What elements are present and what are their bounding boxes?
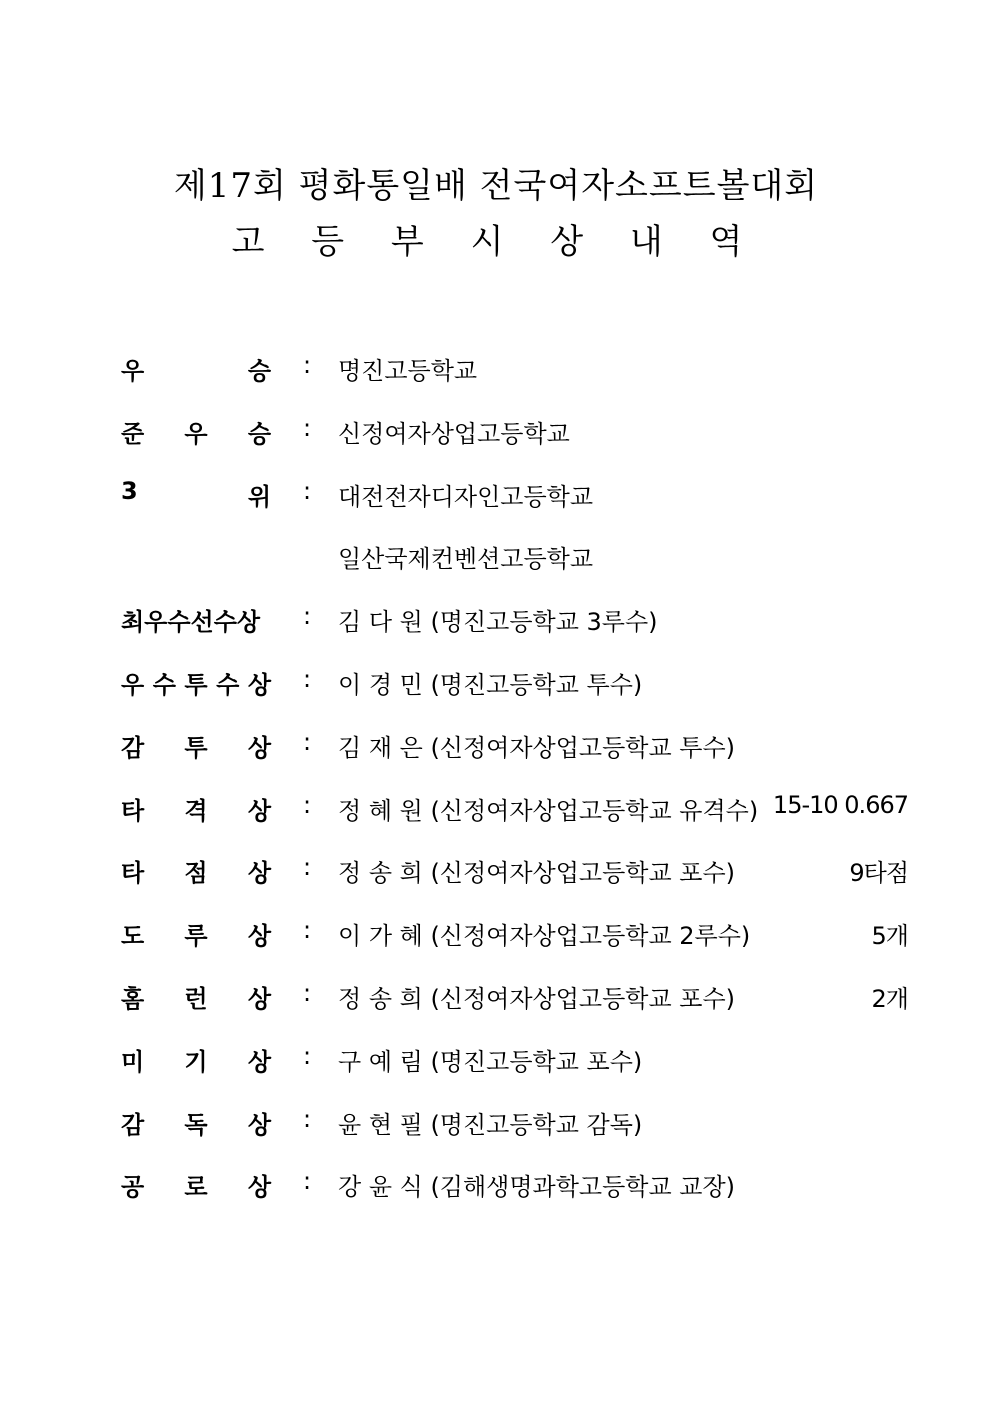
award-row [0, 722, 992, 785]
award-recipient: 구 예 림 (명진고등학교 포수) [338, 1047, 643, 1076]
award-label-char: 상 [247, 1110, 271, 1139]
award-label-char: 수 [152, 670, 176, 699]
award-label-char: 독 [184, 1110, 208, 1139]
award-recipient: 윤 현 필 (명진고등학교 감독) [338, 1110, 643, 1139]
award-row [0, 408, 992, 471]
award-recipient: 이 경 민 (명진고등학교 투수) [338, 670, 643, 699]
award-colon: : [303, 916, 312, 945]
award-colon: : [303, 664, 312, 693]
award-record: 15-10 0.667 [772, 790, 908, 819]
award-label-char: 도 [121, 922, 145, 951]
award-recipient: 정 송 희 (신정여자상업고등학교 포수) [338, 859, 736, 888]
award-label [121, 791, 271, 826]
award-label-char: 우 [121, 357, 145, 385]
award-row [0, 847, 992, 910]
award-recipient: 대전전자디자인고등학교 [338, 482, 594, 511]
award-recipient: 정 혜 원 (신정여자상업고등학교 유격수) [338, 796, 759, 825]
award-label-char: 수 [216, 670, 240, 699]
award-row [0, 345, 992, 408]
award-colon: : [303, 413, 312, 442]
award-label-char: 기 [184, 1047, 208, 1076]
award-label [121, 853, 271, 888]
award-label-char: 타 [121, 859, 145, 888]
award-record: 2개 [871, 984, 908, 1013]
award-label-char: 로 [184, 1173, 208, 1202]
award-recipient: 신정여자상업고등학교 [338, 419, 570, 448]
award-colon: : [303, 978, 312, 1007]
award-label-char: 준 [121, 419, 145, 448]
award-recipient: 김 재 은 (신정여자상업고등학교 투수) [338, 733, 736, 762]
award-recipient: 김 다 원 (명진고등학교 3루수) [338, 608, 658, 637]
award-label [121, 1167, 271, 1202]
award-label-char: 최우수선수상 [121, 608, 261, 637]
award-label-char: 상 [247, 859, 271, 888]
award-label-char: 감 [121, 733, 145, 762]
award-colon: : [303, 853, 312, 882]
award-colon: : [303, 1167, 312, 1196]
award-row [0, 471, 992, 534]
award-label-char: 투 [184, 670, 208, 699]
award-colon: : [303, 476, 312, 505]
award-record: 5개 [871, 922, 908, 951]
award-label [121, 414, 271, 449]
award-label [121, 728, 271, 763]
award-label-char: 승 [247, 357, 271, 385]
award-colon: : [303, 351, 312, 379]
award-label-char: 우 [184, 419, 208, 448]
award-label [121, 602, 271, 637]
award-row [0, 910, 992, 973]
award-colon: : [303, 602, 312, 631]
award-label-char: 상 [247, 922, 271, 951]
award-colon: : [303, 790, 312, 819]
award-label [121, 1105, 271, 1140]
award-row [0, 785, 992, 848]
award-label-char: 감 [121, 1110, 145, 1139]
award-label [121, 477, 271, 512]
award-row [0, 1161, 992, 1224]
award-label-char: 상 [247, 1173, 271, 1202]
award-colon: : [303, 1104, 312, 1133]
document-subtitle: 고 등 부 시 상 내 역 [231, 222, 761, 262]
award-label-char: 홈 [121, 984, 145, 1013]
award-label-char: 상 [247, 1047, 271, 1076]
award-label-char: 격 [184, 796, 208, 825]
award-row [0, 1099, 992, 1162]
award-row [0, 973, 992, 1036]
award-label [121, 1042, 271, 1077]
award-colon: : [303, 727, 312, 756]
award-colon: : [303, 1041, 312, 1070]
award-label [121, 916, 271, 951]
awards-list [0, 345, 992, 1224]
award-row [0, 533, 992, 596]
award-recipient: 이 가 혜 (신정여자상업고등학교 2루수) [338, 922, 751, 951]
award-label [121, 665, 271, 700]
award-label-char: 투 [184, 733, 208, 762]
award-row [0, 596, 992, 659]
award-label-char: 상 [247, 796, 271, 825]
award-label-char: 점 [184, 859, 208, 888]
award-label-char: 상 [247, 670, 271, 699]
award-recipient: 일산국제컨벤션고등학교 [338, 545, 594, 574]
award-record: 9타점 [849, 859, 908, 888]
award-label-char: 공 [121, 1173, 145, 1202]
award-recipient: 강 윤 식 (김해생명과학고등학교 교장) [338, 1173, 736, 1202]
award-label-char: 3 [121, 476, 138, 505]
award-label-char: 상 [247, 984, 271, 1013]
award-row [0, 659, 992, 722]
award-recipient: 명진고등학교 [338, 357, 478, 385]
award-label-char: 승 [247, 419, 271, 448]
award-label-char: 위 [247, 482, 271, 511]
award-label [121, 351, 271, 386]
award-label-char: 런 [184, 984, 208, 1013]
award-label-char: 우 [121, 670, 145, 699]
award-label-char: 미 [121, 1047, 145, 1076]
award-row [0, 1036, 992, 1099]
award-recipient: 정 송 희 (신정여자상업고등학교 포수) [338, 984, 736, 1013]
award-label [121, 979, 271, 1014]
award-label-char: 루 [184, 922, 208, 951]
award-label-char: 타 [121, 796, 145, 825]
document-title: 제17회 평화통일배 전국여자소프트볼대회 [173, 166, 819, 206]
award-label-char: 상 [247, 733, 271, 762]
